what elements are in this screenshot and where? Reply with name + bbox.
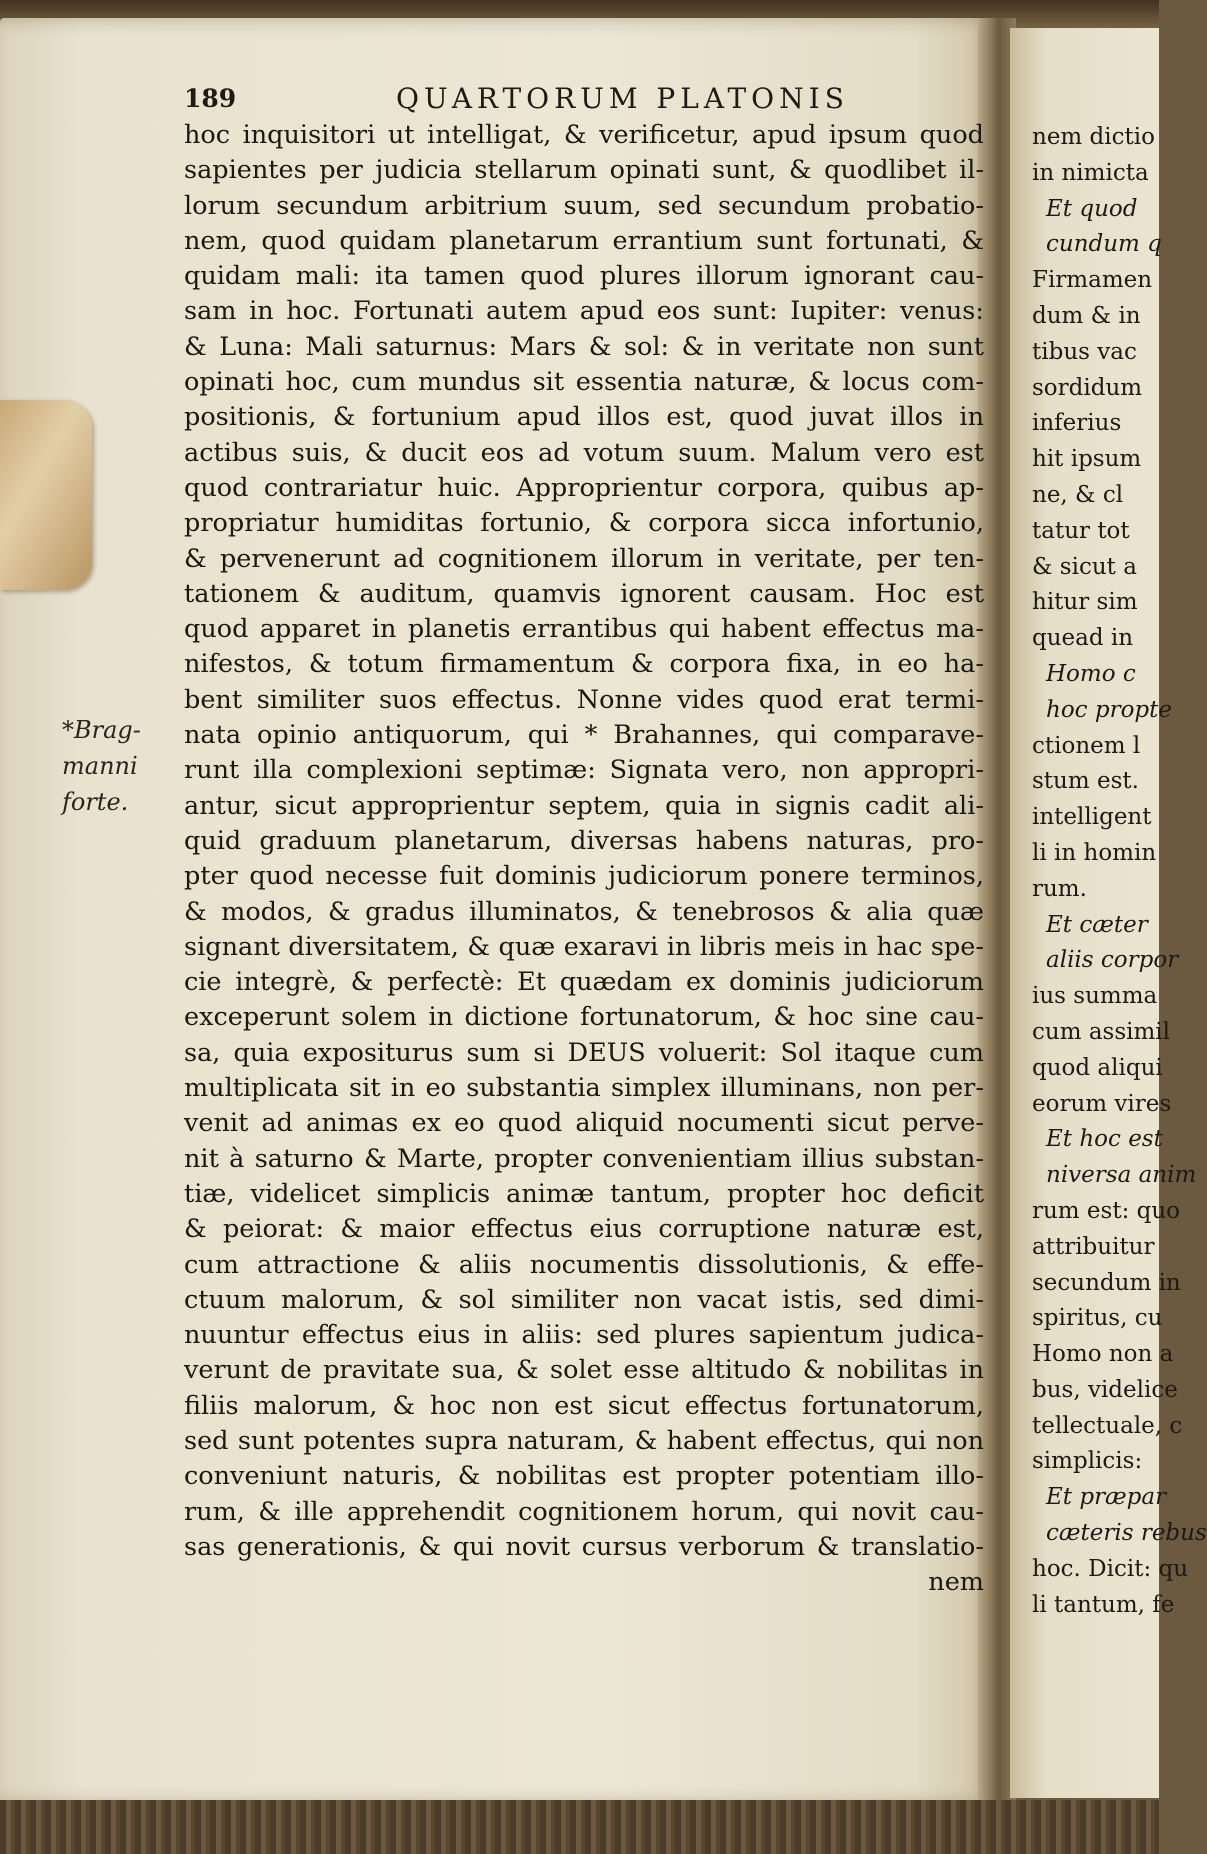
facing-page-line: & sicut a	[1032, 553, 1137, 580]
text-line: quidam mali: ita tamen quod plures illorum ignorant cau-	[184, 261, 984, 292]
facing-page-line: Et cæter	[1046, 911, 1148, 938]
facing-page-line: Firmamen	[1032, 267, 1153, 294]
text-line: filiis malorum, & hoc non est sicut effectus fortunatorum,	[184, 1390, 984, 1421]
text-line: cie integrè, & perfectè: Et quædam ex dominis judiciorum	[184, 967, 984, 998]
text-line: positionis, & fortunium apud illos est, quod juvat illos in	[184, 402, 984, 433]
facing-page-line: rum est: quo	[1032, 1197, 1181, 1224]
facing-page-line: eorum vires	[1032, 1090, 1172, 1117]
text-line: quod apparet in planetis errantibus qui habent effectus ma-	[184, 614, 984, 645]
running-head	[184, 78, 984, 118]
text-line: ctuum malorum, & sol similiter non vacat istis, sed dimi-	[184, 1284, 984, 1315]
text-line: & pervenerunt ad cognitionem illorum in veritate, per ten-	[184, 543, 984, 574]
text-line: sed sunt potentes supra naturam, & habent effectus, qui non	[184, 1425, 984, 1456]
facing-page-line: nem dictio	[1032, 124, 1155, 150]
facing-page-line: inferius	[1032, 410, 1122, 437]
facing-page-line: secundum in	[1032, 1269, 1181, 1296]
facing-page-line: dum & in	[1032, 302, 1141, 329]
text-line: verunt de pravitate sua, & solet esse altitudo & nobilitas in	[184, 1355, 984, 1386]
text-line: venit ad animas ex eo quod aliquid nocumenti sicut perve-	[184, 1108, 984, 1139]
facing-page-line: Homo c	[1046, 660, 1136, 687]
page-number: 189	[184, 84, 237, 113]
running-title: QUARTORUM PLATONIS	[396, 82, 849, 115]
marginal-note	[62, 712, 182, 820]
text-line: actibus suis, & ducit eos ad votum suum. Malum vero est	[184, 437, 984, 468]
text-line: sam in hoc. Fortunati autem apud eos sunt: Iupiter: venus:	[184, 296, 984, 327]
text-line: conveniunt naturis, & nobilitas est propter potentiam illo-	[184, 1461, 984, 1492]
text-line: quod contrariatur huic. Approprientur corpora, quibus ap-	[184, 472, 984, 503]
text-line: & Luna: Mali saturnus: Mars & sol: & in veritate non sunt	[184, 331, 984, 362]
text-line: signant diversitatem, & quæ exaravi in libris meis in hac spe-	[184, 931, 984, 962]
facing-page-line: cundum q	[1046, 231, 1162, 258]
facing-page-line: in nimicta	[1032, 159, 1149, 186]
facing-page-line: cum assimil	[1032, 1018, 1171, 1045]
text-line: lorum secundum arbitrium suum, sed secundum probatio-	[184, 190, 984, 221]
marginal-note-line: forte.	[62, 788, 129, 816]
text-line: nem, quod quidam planetarum errantium sunt fortunati, &	[184, 225, 984, 256]
facing-page-line: sordidum	[1032, 374, 1143, 401]
text-line: pter quod necesse fuit dominis judiciorum ponere terminos,	[184, 861, 984, 892]
text-line: tiæ, videlicet simplicis animæ tantum, propter hoc deficit	[184, 1178, 984, 1209]
text-line: sas generationis, & qui novit cursus verborum & translatio-	[184, 1531, 984, 1562]
facing-page-text	[1032, 120, 1207, 1623]
book-bottom-edge	[0, 1800, 1159, 1854]
facing-page-line: Et hoc est	[1046, 1126, 1163, 1153]
facing-page-line: hoc. Dicit: qu	[1032, 1555, 1189, 1582]
text-line: runt illa complexioni septimæ: Signata vero, non appropri-	[184, 755, 984, 786]
facing-page-line: quod aliqui	[1032, 1054, 1163, 1081]
text-line: propriatur humiditas fortunio, & corpora sicca infortunio,	[184, 508, 984, 539]
text-line: exceperunt solem in dictione fortunatorum, & hoc sine cau-	[184, 1002, 984, 1033]
facing-page-line: Et præpar	[1046, 1484, 1167, 1511]
text-line: sa, quia expositurus sum si DEUS voluerit: Sol itaque cum	[184, 1037, 984, 1068]
text-line: hoc inquisitori ut intelligat, & verificetur, apud ipsum quod	[184, 120, 984, 150]
text-line: nifestos, & totum firmamentum & corpora fixa, in eo ha-	[184, 649, 984, 680]
text-line: & modos, & gradus illuminatos, & tenebrosos & alia quæ	[184, 896, 984, 927]
facing-page-line: niversa anim	[1046, 1162, 1197, 1189]
facing-page-line: simplicis:	[1032, 1448, 1143, 1475]
text-line: cum attractione & aliis nocumentis dissolutionis, & effe-	[184, 1249, 984, 1280]
facing-page-line: Et quod	[1046, 195, 1138, 222]
text-line: & peiorat: & maior effectus eius corruptione naturæ est,	[184, 1214, 984, 1245]
text-line: opinati hoc, cum mundus sit essentia naturæ, & locus com-	[184, 367, 984, 398]
marginal-note-line: *Brag-	[62, 716, 141, 744]
text-line: rum, & ille apprehendit cognitionem horum, qui novit cau-	[184, 1496, 984, 1527]
facing-page-line: rum.	[1032, 875, 1087, 902]
facing-page-line: spiritus, cu	[1032, 1305, 1163, 1332]
text-line: nuuntur effectus eius in aliis: sed plures sapientum judica-	[184, 1320, 984, 1351]
marginal-note-line: manni	[62, 752, 138, 780]
text-line: quid graduum planetarum, diversas habens naturas, pro-	[184, 825, 984, 856]
facing-page-line: bus, videlice	[1032, 1376, 1178, 1403]
text-line: tationem & auditum, quamvis ignorent causam. Hoc est	[184, 578, 984, 609]
catchword: nem	[928, 1567, 984, 1598]
text-line: bent similiter suos effectus. Nonne vides quod erat termi-	[184, 684, 984, 715]
right-page	[1010, 28, 1207, 1798]
main-text-block	[184, 118, 984, 1600]
text-line: sapientes per judicia stellarum opinati sunt, & quodlibet il-	[184, 155, 984, 186]
facing-page-line: ne, & cl	[1032, 481, 1124, 508]
facing-page-line: quead in	[1032, 625, 1134, 652]
text-line: nata opinio antiquorum, qui * Brahannes, qui comparave-	[184, 720, 984, 751]
facing-page-line: hit ipsum	[1032, 446, 1142, 473]
facing-page-line: ctionem l	[1032, 732, 1141, 759]
text-line: nit à saturno & Marte, propter convenientiam illius substan-	[184, 1143, 984, 1174]
facing-page-line: ius summa	[1032, 983, 1158, 1010]
facing-page-line: li tantum, fe	[1032, 1591, 1175, 1618]
facing-page-line: li in homin	[1032, 839, 1157, 866]
facing-page-line: stum est.	[1032, 768, 1139, 795]
facing-page-line: cæteris rebus	[1046, 1520, 1207, 1547]
facing-page-line: tibus vac	[1032, 338, 1137, 365]
facing-page-line: tatur tot	[1032, 517, 1130, 544]
text-line: antur, sicut approprientur septem, quia in signis cadit ali-	[184, 790, 984, 821]
paper-bookmark-strip	[0, 400, 92, 590]
text-line: multiplicata sit in eo substantia simplex illuminans, non per-	[184, 1073, 984, 1104]
facing-page-line: tellectuale, c	[1032, 1412, 1183, 1439]
facing-page-line: attribuitur	[1032, 1233, 1155, 1260]
facing-page-line: aliis corpor	[1046, 947, 1179, 974]
facing-page-line: hoc propte	[1046, 696, 1172, 723]
facing-page-line: hitur sim	[1032, 589, 1138, 616]
facing-page-line: Homo non a	[1032, 1341, 1174, 1368]
facing-page-line: intelligent	[1032, 804, 1152, 831]
